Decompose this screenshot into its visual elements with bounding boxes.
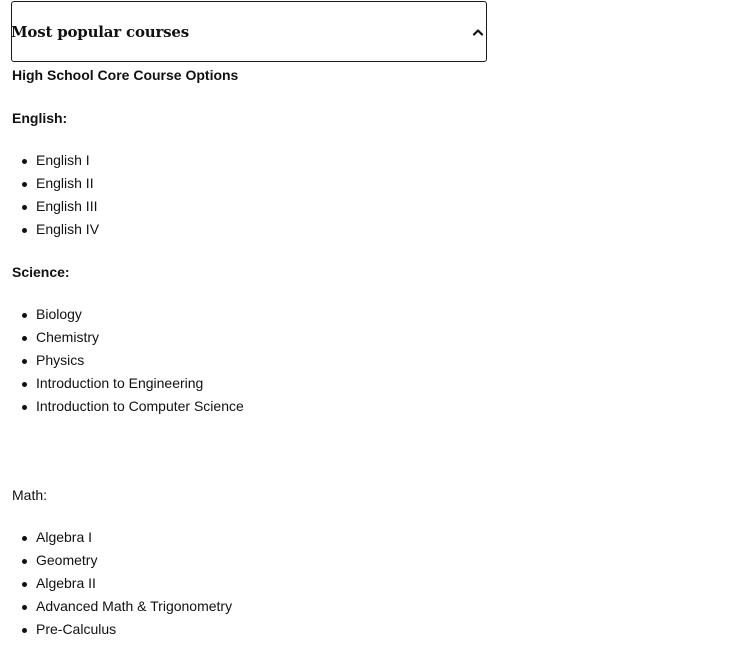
list-item: Introduction to Computer Science (12, 395, 732, 418)
page-heading: High School Core Course Options (12, 67, 239, 83)
list-item: Pre-Calculus (12, 618, 732, 641)
list-item: English III (12, 195, 732, 218)
english-list (12, 149, 732, 241)
list-item: Geometry (12, 549, 732, 572)
science-heading: Science: (12, 264, 70, 280)
list-item: Advanced Math & Trigonometry (12, 595, 732, 618)
list-item: Introduction to Engineering (12, 372, 732, 395)
list-item: Physics (12, 349, 732, 372)
math-list (12, 526, 732, 641)
list-item: English IV (12, 218, 732, 241)
science-list (12, 303, 732, 418)
list-item: English II (12, 172, 732, 195)
accordion-panel (12, 64, 732, 641)
list-item: English I (12, 149, 732, 172)
list-item: Algebra I (12, 526, 732, 549)
list-item: Algebra II (12, 572, 732, 595)
list-item: Biology (12, 303, 732, 326)
accordion-toggle-most-popular-courses[interactable] (11, 1, 487, 62)
chevron-up-icon (471, 25, 485, 39)
list-item: Chemistry (12, 326, 732, 349)
english-heading: English: (12, 110, 68, 126)
math-heading: Math: (12, 487, 48, 503)
accordion-title: Most popular courses (11, 22, 190, 41)
